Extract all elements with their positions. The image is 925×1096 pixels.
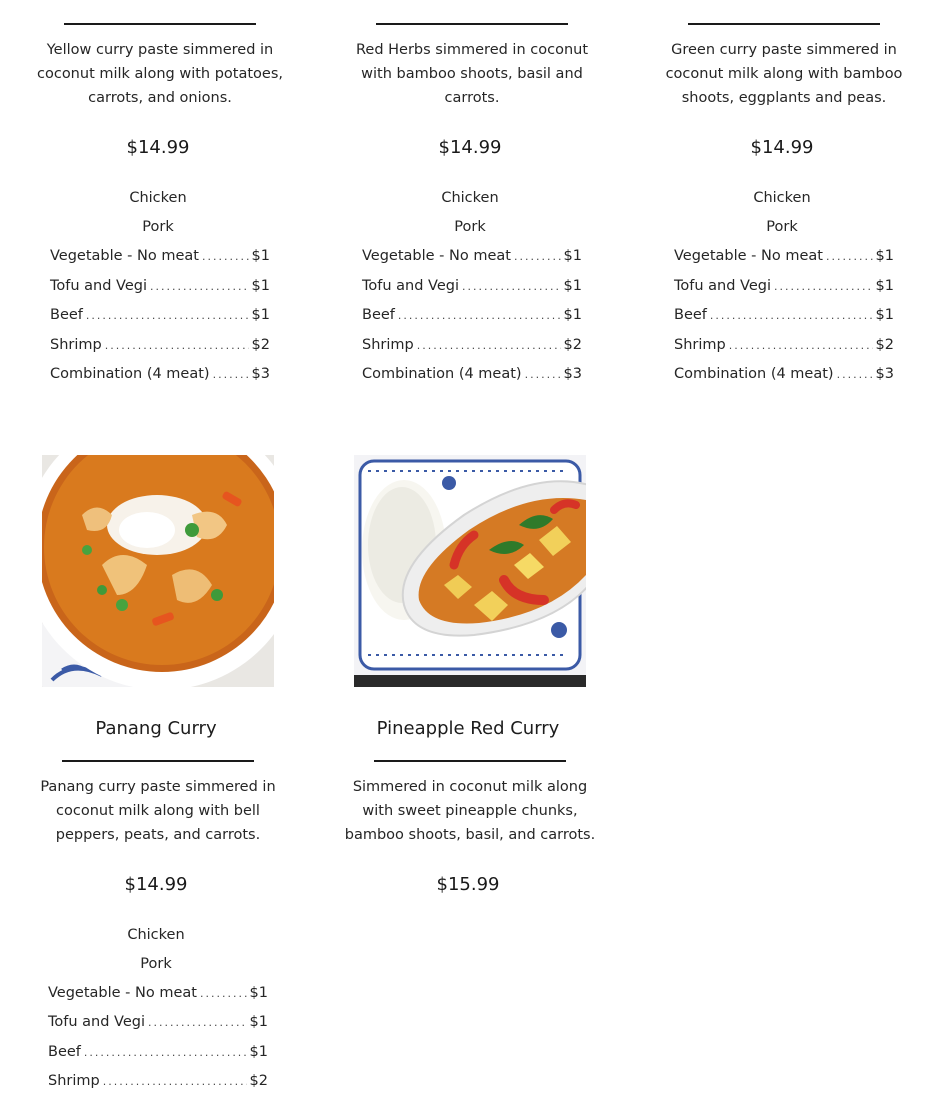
addon-label: Tofu and Vegi [362, 278, 460, 294]
leader-dots [213, 365, 249, 385]
pineapple-curry-photo [354, 455, 586, 687]
addon-cost: $2 [249, 1073, 268, 1089]
leader-dots [514, 247, 561, 267]
protein-option: Chicken [441, 190, 499, 206]
protein-option: Chicken [129, 190, 187, 206]
leader-dots [525, 365, 561, 385]
menu-item-description: Red Herbs simmered in coconut with bamboo shoots, basil and carrots. [355, 42, 589, 106]
protein-option: Chicken [753, 190, 811, 206]
leader-dots [150, 277, 249, 297]
addon-label: Vegetable - No meat [50, 248, 199, 264]
leader-dots [84, 1043, 247, 1063]
addon-cost: $1 [251, 278, 270, 294]
menu-item-price: $14.99 [124, 874, 188, 895]
addon-label: Shrimp [362, 337, 414, 353]
addon-cost: $1 [251, 248, 270, 264]
addon-row [50, 364, 270, 384]
addon-label: Beef [362, 307, 395, 323]
addon-row [674, 276, 894, 296]
menu-item-price: $14.99 [750, 137, 814, 158]
addon-row [48, 1071, 268, 1091]
addon-cost: $1 [875, 278, 894, 294]
protein-option: Pork [454, 219, 486, 235]
menu-item-title: Panang Curry [95, 718, 217, 739]
menu-item-description: Panang curry paste simmered in coconut milk along with bell peppers, peats, and carrots. [40, 779, 276, 843]
protein-option: Chicken [127, 927, 185, 943]
leader-dots [729, 336, 873, 356]
leader-dots [710, 306, 873, 326]
addon-row [362, 335, 582, 355]
addon-label: Tofu and Vegi [674, 278, 772, 294]
addon-cost: $2 [563, 337, 582, 353]
pineapple-curry-plate-image [354, 455, 586, 687]
addon-label: Vegetable - No meat [48, 985, 197, 1001]
menu-item-description: Simmered in coconut milk along with sweet pineapple chunks, bamboo shoots, basil, and carrots. [344, 779, 596, 843]
addon-label: Combination (4 meat) [50, 366, 210, 382]
addon-cost: $1 [875, 248, 894, 264]
addon-row [48, 983, 268, 1003]
addon-cost: $2 [875, 337, 894, 353]
leader-dots [103, 1072, 247, 1092]
leader-dots [462, 277, 561, 297]
addon-row [50, 305, 270, 325]
addon-label: Shrimp [50, 337, 102, 353]
addon-row [50, 276, 270, 296]
addon-cost: $1 [249, 1014, 268, 1030]
addon-row [362, 305, 582, 325]
leader-dots [200, 984, 247, 1004]
protein-option: Pork [140, 956, 172, 972]
menu-item-title: Pineapple Red Curry [376, 718, 560, 739]
title-divider [688, 23, 880, 25]
leader-dots [417, 336, 561, 356]
addon-cost: $1 [251, 307, 270, 323]
addon-cost: $1 [249, 985, 268, 1001]
addon-label: Shrimp [674, 337, 726, 353]
addon-row [674, 305, 894, 325]
addon-cost: $3 [563, 366, 582, 382]
addon-label: Combination (4 meat) [362, 366, 522, 382]
addon-row [674, 364, 894, 384]
addon-cost: $1 [875, 307, 894, 323]
addon-row [48, 1042, 268, 1062]
addon-row [50, 335, 270, 355]
title-divider [64, 23, 256, 25]
addon-label: Shrimp [48, 1073, 100, 1089]
addon-row [362, 276, 582, 296]
title-divider [374, 760, 566, 762]
leader-dots [105, 336, 249, 356]
addon-row [50, 246, 270, 266]
menu-item-description: Green curry paste simmered in coconut milk along with bamboo shoots, eggplants and peas. [665, 42, 903, 106]
addon-cost: $1 [249, 1044, 268, 1060]
addon-label: Beef [674, 307, 707, 323]
addon-row [674, 335, 894, 355]
title-divider [376, 23, 568, 25]
title-divider [62, 760, 254, 762]
addon-label: Vegetable - No meat [362, 248, 511, 264]
protein-option: Pork [766, 219, 798, 235]
leader-dots [774, 277, 873, 297]
addon-row [48, 1012, 268, 1032]
addon-cost: $1 [563, 278, 582, 294]
menu-item-price: $14.99 [438, 137, 502, 158]
addon-cost: $3 [875, 366, 894, 382]
leader-dots [826, 247, 873, 267]
addon-cost: $1 [563, 307, 582, 323]
panang-curry-photo [42, 455, 274, 687]
leader-dots [202, 247, 249, 267]
addon-row [362, 246, 582, 266]
addon-row [362, 364, 582, 384]
addon-cost: $1 [563, 248, 582, 264]
addon-label: Tofu and Vegi [48, 1014, 146, 1030]
leader-dots [148, 1013, 247, 1033]
leader-dots [837, 365, 873, 385]
addon-label: Combination (4 meat) [674, 366, 834, 382]
addon-label: Tofu and Vegi [50, 278, 148, 294]
leader-dots [398, 306, 561, 326]
addon-row [674, 246, 894, 266]
protein-option: Pork [142, 219, 174, 235]
leader-dots [86, 306, 249, 326]
menu-item-description: Yellow curry paste simmered in coconut milk along with potatoes, carrots, and onions. [37, 42, 283, 106]
addon-label: Beef [50, 307, 83, 323]
menu-item-price: $14.99 [126, 137, 190, 158]
addon-cost: $3 [251, 366, 270, 382]
addon-label: Vegetable - No meat [674, 248, 823, 264]
menu-item-price: $15.99 [436, 874, 500, 895]
addon-cost: $2 [251, 337, 270, 353]
addon-label: Beef [48, 1044, 81, 1060]
curry-bowl-image [42, 455, 274, 687]
